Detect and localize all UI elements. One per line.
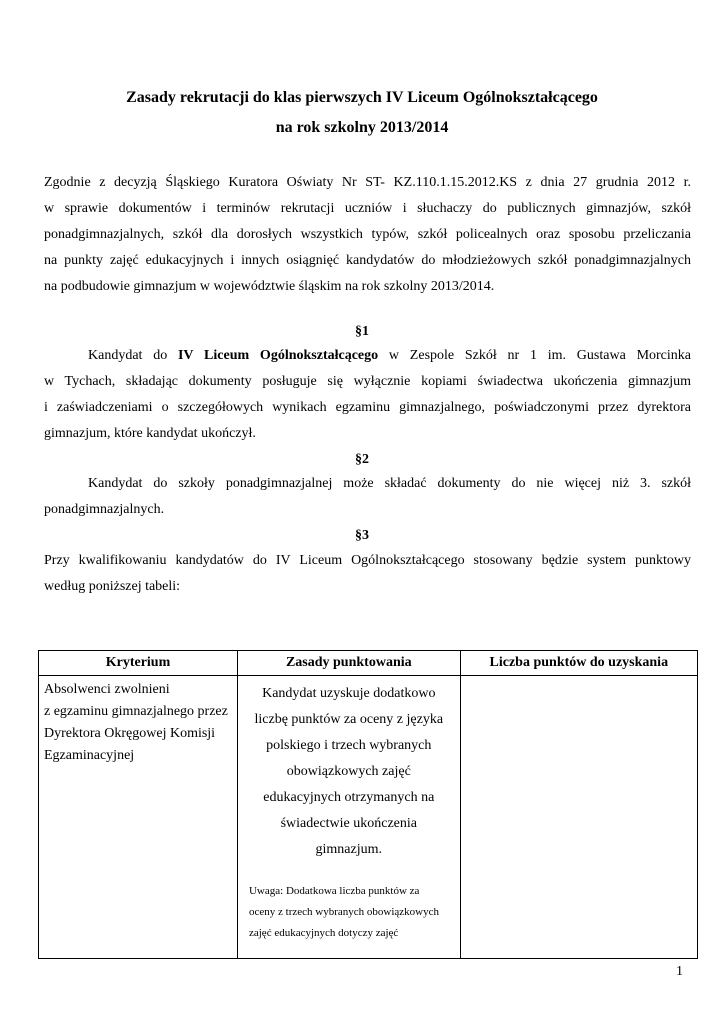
intro-line: w sprawie dokumentów i terminów rekrutacji uczniów i słuchaczy do publicznych gimnazjów, szkół — [44, 201, 691, 216]
section-2-heading: §2 — [355, 452, 369, 467]
section-2-line: Kandydat do szkoły ponadgimnazjalnej może składać dokumenty do nie więcej niż 3. szkół — [88, 476, 691, 491]
section-1-line: i zaświadczeniami o szczegółowych wynikach egzaminu gimnazjalnego, poświadczonymi przez dyrektora — [44, 400, 691, 415]
rules-note — [239, 881, 459, 944]
criterion-line: z egzaminu gimnazjalnego przez — [44, 704, 228, 719]
section-1-first-line — [44, 343, 691, 369]
intro-line: na podbudowie gimnazjum w województwie śląskim na rok szkolny 2013/2014. — [44, 279, 495, 294]
rules-line: liczbę punktów za oceny z języka — [254, 712, 444, 727]
criterion-line: Absolwenci zwolnieni — [44, 682, 170, 697]
page-number: 1 — [676, 964, 683, 979]
note-line: zajęć edukacyjnych dotyczy zajęć — [248, 927, 399, 939]
section-3-line: według poniższej tabeli: — [44, 579, 181, 594]
s1-text-post: w Zespole Szkół nr 1 im. Gustawa Morcinka — [378, 348, 691, 363]
section-1-line: w Tychach, składając dokumenty posługuje się wyłącznie kopiami świadectwa ukończenia gimnazjum — [44, 374, 691, 389]
rules-line: edukacyjnych otrzymanych na — [263, 790, 435, 805]
header-rules: Zasady punktowania — [237, 651, 460, 676]
section-1-heading: §1 — [355, 324, 369, 339]
header-criterion: Kryterium — [39, 651, 238, 676]
section-3-line: Przy kwalifikowaniu kandydatów do IV Liceum Ogólnokształcącego stosowany będzie system punktowy — [44, 553, 691, 568]
rules-line: świadectwie ukończenia — [280, 816, 418, 831]
rules-line: gimnazjum. — [315, 842, 383, 857]
s1-school-name: IV Liceum Ogólnokształcącego — [177, 348, 379, 363]
section-1-line: gimnazjum, które kandydat ukończył. — [44, 426, 256, 441]
criterion-line: Dyrektora Okręgowej Komisji — [44, 726, 216, 741]
intro-paragraph — [44, 170, 691, 300]
section-3-paragraph — [44, 548, 691, 600]
note-line: Uwaga: Dodatkowa liczba punktów za — [248, 885, 420, 897]
section-1-paragraph — [44, 343, 691, 447]
intro-line: ponadgimnazjalnych, szkół dla dorosłych wszystkich typów, szkół policealnych oraz sposobu przeliczania — [44, 227, 691, 242]
s1-text-pre: Kandydat do — [88, 348, 178, 363]
table-header-row — [39, 651, 698, 676]
document-subtitle: na rok szkolny 2013/2014 — [275, 119, 449, 136]
criterion-cell — [39, 676, 238, 959]
table-row — [39, 676, 698, 959]
section-2-paragraph — [44, 471, 691, 523]
rules-cell — [237, 676, 460, 959]
intro-line: Zgodnie z decyzją Śląskiego Kuratora Oświaty Nr ST- KZ.110.1.15.2012.KS z dnia 27 grudnia 2012 r. — [44, 175, 691, 190]
section-2-line: ponadgimnazjalnych. — [44, 502, 165, 517]
note-line: oceny z trzech wybranych obowiązkowych — [248, 906, 439, 918]
points-cell — [460, 676, 697, 959]
criteria-table — [38, 650, 698, 959]
rules-line: polskiego i trzech wybranych — [266, 738, 432, 753]
rules-line: Kandydat uzyskuje dodatkowo — [262, 686, 436, 701]
criterion-line: Egzaminacyjnej — [44, 748, 135, 763]
section-3-heading: §3 — [355, 528, 369, 543]
intro-line: na punkty zajęć edukacyjnych i innych osiągnięć kandydatów do młodzieżowych szkół ponadgimnazjalnych — [44, 253, 691, 268]
rules-line: obowiązkowych zajęć — [286, 764, 411, 779]
document-title: Zasady rekrutacji do klas pierwszych IV Liceum Ogólnokształcącego — [126, 89, 598, 106]
header-points: Liczba punktów do uzyskania — [460, 651, 697, 676]
